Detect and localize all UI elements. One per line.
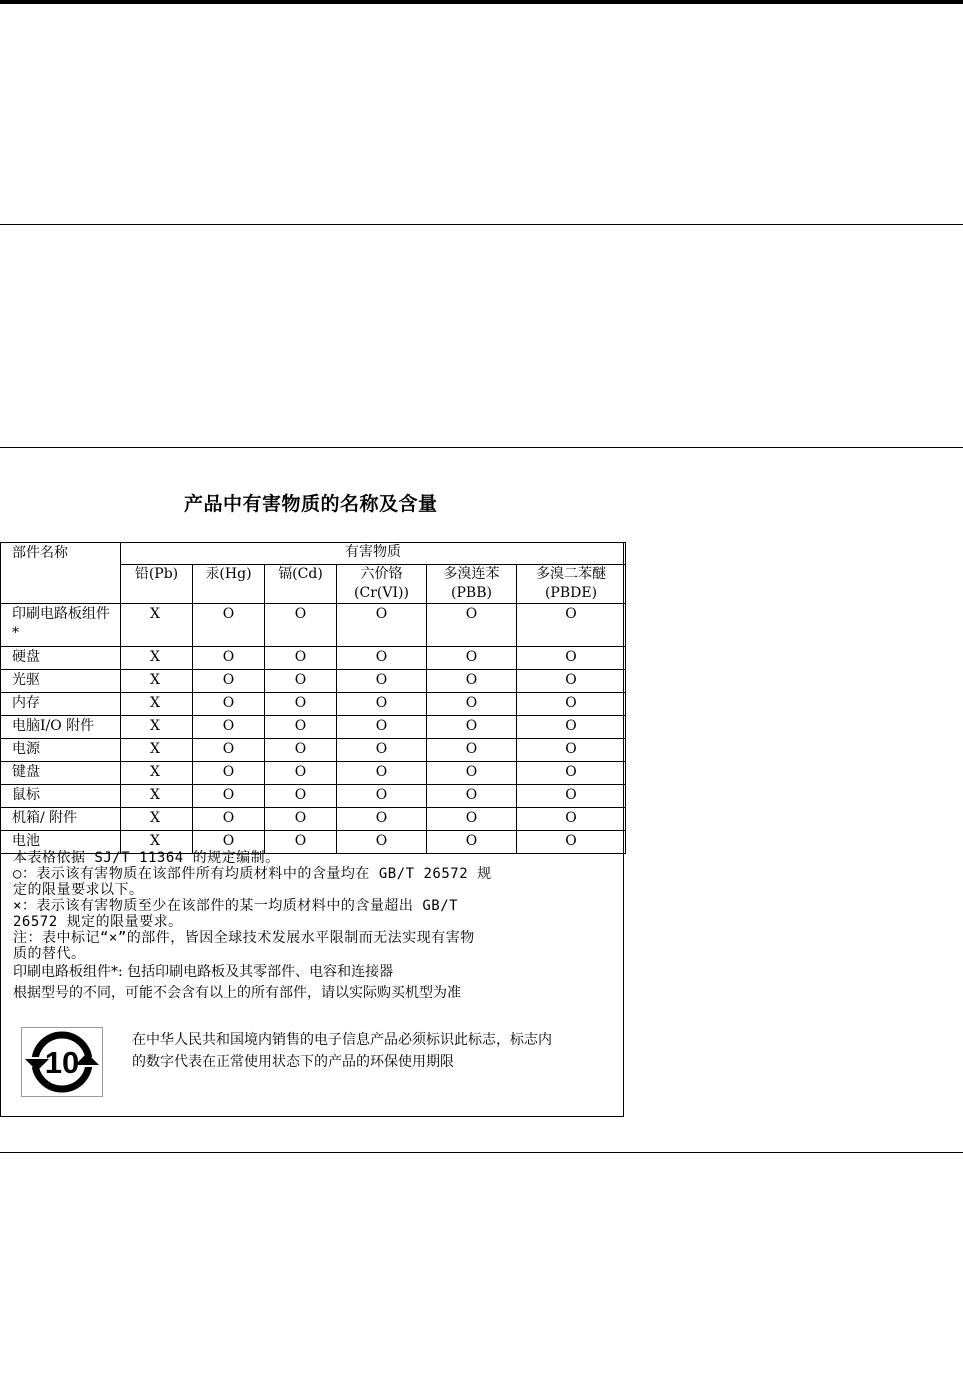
- substance-mark: O: [375, 764, 388, 780]
- substance-mark: X: [150, 764, 160, 780]
- table-row: [1, 785, 626, 808]
- substance-cell: [337, 785, 427, 808]
- top-rule: [0, 0, 963, 4]
- substance-mark: O: [222, 787, 235, 803]
- part-name: 机箱/ 附件: [1, 808, 121, 831]
- substance-mark: O: [375, 810, 388, 826]
- divider-1: [0, 224, 963, 225]
- part-name: 电源: [1, 739, 121, 762]
- substance-mark: O: [465, 787, 478, 803]
- part-name: 鼠标: [1, 785, 121, 808]
- substance-cell: [337, 762, 427, 785]
- substance-cell: [121, 647, 193, 670]
- substance-cell: [265, 808, 337, 831]
- substance-mark: O: [565, 695, 577, 711]
- substance-mark: O: [375, 606, 388, 622]
- substance-mark: O: [465, 741, 478, 757]
- table-row: [1, 808, 626, 831]
- substance-cell: [121, 604, 193, 647]
- part-name: 内存: [1, 693, 121, 716]
- substance-mark: O: [294, 764, 307, 780]
- substance-cell: [121, 716, 193, 739]
- note-line: 定的限量要求以下。: [13, 882, 144, 898]
- substance-mark: O: [375, 787, 388, 803]
- note-line: 26572 规定的限量要求。: [13, 914, 183, 930]
- substance-cell: [427, 670, 517, 693]
- substance-header-0: 铅(Pb): [121, 565, 193, 604]
- substance-mark: X: [150, 606, 160, 622]
- table-body: [1, 604, 626, 854]
- substance-cell: [427, 808, 517, 831]
- substance-mark: O: [565, 810, 577, 826]
- substance-mark: X: [150, 649, 160, 665]
- substance-mark: X: [150, 718, 160, 734]
- substance-mark: O: [222, 810, 235, 826]
- substance-cell: [517, 716, 626, 739]
- substance-cell: [427, 716, 517, 739]
- substance-mark: O: [375, 833, 388, 849]
- substance-cell: [337, 808, 427, 831]
- part-name: 电池: [1, 831, 121, 854]
- substance-mark: O: [222, 695, 235, 711]
- substance-cell: [427, 693, 517, 716]
- substance-cell: [121, 785, 193, 808]
- substance-cell: [337, 647, 427, 670]
- table-row: [1, 716, 626, 739]
- substance-mark: O: [222, 718, 235, 734]
- substance-cell: [265, 739, 337, 762]
- substance-mark: O: [294, 718, 307, 734]
- substance-mark: O: [565, 741, 577, 757]
- substance-cell: [517, 808, 626, 831]
- substance-cell: [265, 647, 337, 670]
- substance-cell: [517, 670, 626, 693]
- note-line: 根据型号的不同，可能不会含有以上的所有部件，请以实际购买机型为准: [13, 985, 461, 1001]
- substance-mark: O: [465, 695, 478, 711]
- substance-cell: [427, 647, 517, 670]
- substance-header-1: 汞(Hg): [193, 565, 265, 604]
- substance-header-2: 镉(Cd): [265, 565, 337, 604]
- divider-2: [0, 447, 963, 448]
- substance-mark: O: [565, 606, 577, 622]
- substance-cell: [517, 785, 626, 808]
- table-row: [1, 693, 626, 716]
- part-name: 印刷电路板组件*: [1, 604, 121, 647]
- substance-mark: O: [294, 833, 307, 849]
- substance-group-header: 有害物质: [121, 543, 626, 565]
- table-row: [1, 762, 626, 785]
- substance-mark: O: [565, 718, 577, 734]
- substance-mark: O: [375, 649, 388, 665]
- substance-cell: [517, 762, 626, 785]
- substance-mark: O: [294, 649, 307, 665]
- substance-mark: O: [294, 672, 307, 688]
- substance-mark: O: [222, 741, 235, 757]
- note-line: ×：表示该有害物质至少在该部件的某一均质材料中的含量超出 GB/T: [13, 898, 459, 914]
- hazardous-substances-table: [0, 542, 626, 854]
- substance-cell: [265, 762, 337, 785]
- substance-mark: O: [375, 718, 388, 734]
- substance-mark: X: [150, 695, 160, 711]
- substance-cell: [427, 604, 517, 647]
- substance-cell: [427, 762, 517, 785]
- substance-mark: O: [465, 672, 478, 688]
- substance-cell: [337, 716, 427, 739]
- epup-logo: [21, 1027, 103, 1097]
- substance-mark: O: [294, 741, 307, 757]
- epup-10-icon: [22, 1028, 102, 1096]
- part-name: 光驱: [1, 670, 121, 693]
- substance-cell: [193, 693, 265, 716]
- substance-cell: [517, 739, 626, 762]
- part-name-header: 部件名称: [1, 543, 121, 604]
- part-name: 键盘: [1, 762, 121, 785]
- substance-cell: [517, 604, 626, 647]
- substance-mark: O: [222, 649, 235, 665]
- table-row: [1, 670, 626, 693]
- substance-mark: O: [565, 764, 577, 780]
- epup-number: 10: [44, 1045, 80, 1080]
- substance-header-3: 六价铬 (Cr(VI)): [337, 565, 427, 604]
- substance-mark: O: [222, 764, 235, 780]
- substance-cell: [121, 808, 193, 831]
- substance-cell: [427, 739, 517, 762]
- substance-mark: X: [150, 833, 160, 849]
- substance-cell: [517, 693, 626, 716]
- table-row: [1, 739, 626, 762]
- substance-mark: O: [565, 787, 577, 803]
- substance-cell: [193, 670, 265, 693]
- note-line: ○：表示该有害物质在该部件所有均质材料中的含量均在 GB/T 26572 规: [13, 866, 492, 882]
- substance-cell: [121, 762, 193, 785]
- substance-cell: [193, 647, 265, 670]
- substance-mark: O: [465, 606, 478, 622]
- substance-mark: O: [465, 764, 478, 780]
- substance-mark: O: [294, 695, 307, 711]
- substance-mark: O: [565, 833, 577, 849]
- substance-cell: [265, 693, 337, 716]
- note-line: 本表格依据 SJ/T 11364 的规定编制。: [13, 850, 280, 866]
- part-name: 电脑I/O 附件: [1, 716, 121, 739]
- substance-mark: X: [150, 787, 160, 803]
- substance-cell: [193, 604, 265, 647]
- substance-cell: [265, 785, 337, 808]
- substance-cell: [193, 716, 265, 739]
- substance-mark: O: [294, 810, 307, 826]
- substance-mark: O: [375, 672, 388, 688]
- substance-cell: [427, 785, 517, 808]
- note-line: 印刷电路板组件*: 包括印刷电路板及其零部件、电容和连接器: [13, 964, 394, 980]
- page-title: 产品中有害物质的名称及含量: [184, 493, 438, 515]
- part-name: 硬盘: [1, 647, 121, 670]
- substance-mark: O: [465, 649, 478, 665]
- hazardous-substances-box: [0, 542, 624, 1117]
- substance-cell: [193, 785, 265, 808]
- substance-mark: O: [222, 606, 235, 622]
- substance-cell: [517, 647, 626, 670]
- substance-cell: [265, 670, 337, 693]
- substance-cell: [193, 808, 265, 831]
- substance-cell: [337, 670, 427, 693]
- substance-cell: [265, 716, 337, 739]
- substance-mark: O: [465, 810, 478, 826]
- substance-cell: [121, 670, 193, 693]
- note-line: 质的替代。: [13, 946, 86, 962]
- substance-cell: [193, 762, 265, 785]
- substance-cell: [121, 693, 193, 716]
- substance-mark: X: [150, 741, 160, 757]
- substance-mark: X: [150, 810, 160, 826]
- substance-mark: O: [222, 672, 235, 688]
- substance-cell: [337, 604, 427, 647]
- substance-mark: O: [565, 649, 577, 665]
- substance-cell: [265, 604, 337, 647]
- substance-cell: [337, 693, 427, 716]
- substance-cell: [193, 739, 265, 762]
- substance-cell: [337, 739, 427, 762]
- note-line: 注：表中标记“×”的部件，皆因全球技术发展水平限制而无法实现有害物: [13, 930, 475, 946]
- notes: [13, 850, 613, 1004]
- substance-header-5: 多溴二苯醚 (PBDE): [517, 565, 626, 604]
- table-row: [1, 647, 626, 670]
- substance-mark: O: [465, 833, 478, 849]
- substance-mark: X: [150, 672, 160, 688]
- substance-mark: O: [375, 695, 388, 711]
- divider-3: [0, 1152, 963, 1153]
- epup-description: 在中华人民共和国境内销售的电子信息产品必须标识此标志，标志内 的数字代表在正常使用状态下的产品的环保使用期限: [132, 1032, 552, 1070]
- substance-mark: O: [294, 787, 307, 803]
- substance-cell: [121, 739, 193, 762]
- substance-mark: O: [465, 718, 478, 734]
- table-row: [1, 604, 626, 647]
- substance-header-4: 多溴连苯 (PBB): [427, 565, 517, 604]
- substance-mark: O: [375, 741, 388, 757]
- substance-mark: O: [565, 672, 577, 688]
- substance-mark: O: [222, 833, 235, 849]
- substance-mark: O: [294, 606, 307, 622]
